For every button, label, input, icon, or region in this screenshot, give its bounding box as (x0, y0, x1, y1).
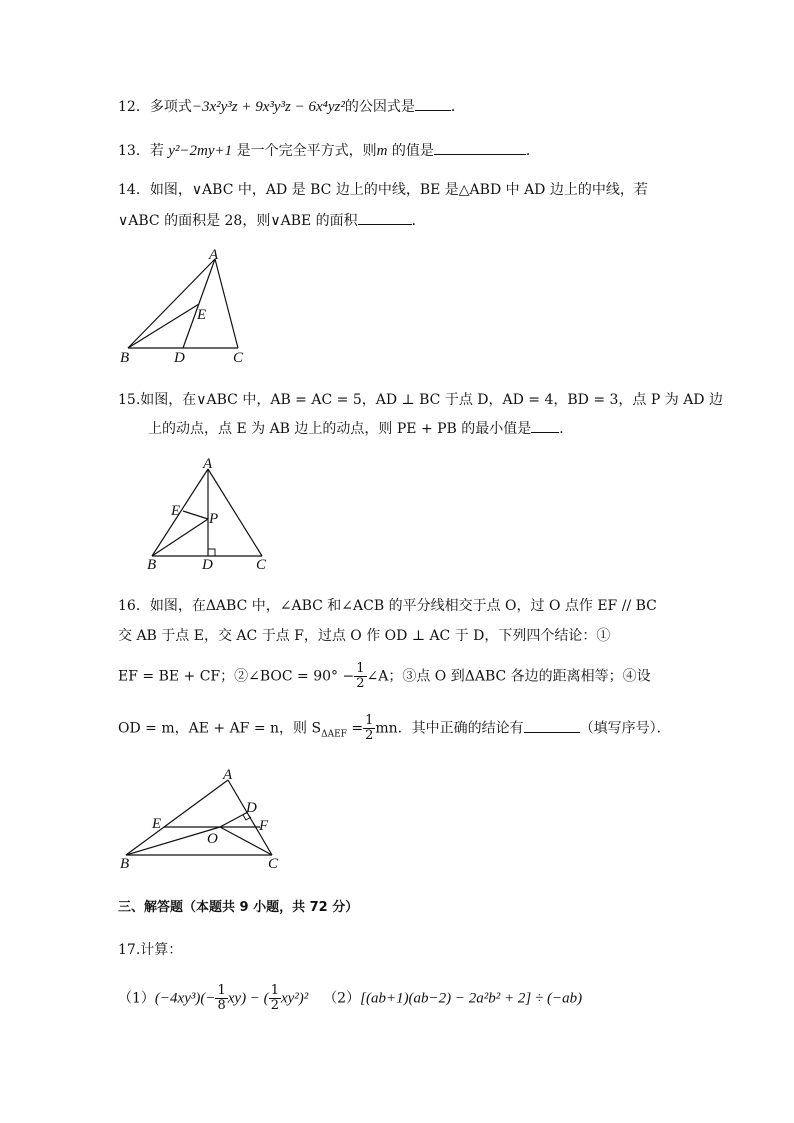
question-text: mn．其中正确的结论有 (375, 720, 524, 737)
question-16-line-4 (118, 714, 671, 744)
figure-15-triangle (138, 455, 283, 575)
polynomial-expression: −3x²y³z + 9x³y³z − 6x⁴yz² (191, 99, 345, 115)
part-number: （1） (118, 990, 155, 1007)
part-number: （2） (323, 990, 361, 1007)
figure-16-triangle (112, 762, 292, 872)
question-text: ∠A；③点 O 到ΔABC 各边的距离相等；④设 (366, 668, 651, 685)
question-14-line-2 (118, 210, 426, 231)
question-text: 上的动点，点 E 为 AB 边上的动点，则 PE + PB 的最小值是 (148, 421, 532, 437)
question-17-title: 17.计算： (118, 942, 183, 958)
label-E: E (152, 816, 162, 832)
question-text: 若 (149, 143, 169, 159)
question-text: ． (525, 143, 540, 159)
label-A: A (223, 767, 233, 783)
section-heading: 三、解答题（本题共 9 小题，共 72 分） (118, 900, 359, 915)
question-text: = (346, 720, 364, 737)
fraction-one-half: $\frac{1}{2}$ (365, 713, 374, 743)
question-text: EF = BE + CF；②∠BOC = 90° − (118, 668, 355, 685)
answer-blank (358, 210, 412, 225)
question-16-line-1: 16．如图，在ΔABC 中，∠ABC 和∠ACB 的平分线相交于点 O，过 O 点作 EF // BC (118, 598, 657, 614)
label-D: D (246, 800, 257, 816)
expression: xy²)² (280, 990, 309, 1007)
label-C: C (268, 856, 279, 872)
label-E: E (197, 307, 207, 323)
question-number: 12． (118, 99, 150, 115)
answer-blank (531, 418, 559, 433)
label-B: B (120, 856, 130, 872)
expression: (−4xy³)(− (154, 990, 216, 1007)
question-text: （填写序号）． (579, 720, 671, 737)
question-text: 是一个完全平方式，则 (232, 143, 377, 159)
fraction-one-half: $\frac{1}{2}$ (270, 983, 279, 1013)
label-A: A (203, 456, 213, 472)
answer-blank (434, 140, 526, 155)
question-text: 的值是 (387, 143, 434, 159)
answer-blank (524, 718, 580, 733)
fraction-one-eighth: $\frac{1}{8}$ (217, 983, 226, 1013)
label-C: C (256, 557, 267, 573)
quadratic-expression: y²−2my+1 (168, 143, 233, 159)
variable: m (376, 143, 388, 159)
question-14-line-1: 14．如图，∨ABC 中，AD 是 BC 边上的中线，BE 是△ABD 中 AD 边上的中线，若 (118, 182, 648, 198)
fraction-one-half: $\frac{1}{2}$ (356, 661, 365, 691)
label-O: O (207, 831, 218, 847)
question-number: 13． (118, 143, 150, 159)
question-17-parts (118, 984, 582, 1013)
label-B: B (147, 557, 157, 573)
question-text: ． (559, 421, 574, 437)
figure-14-triangle (110, 245, 270, 370)
label-P: P (209, 511, 219, 527)
question-12 (118, 96, 465, 117)
question-text: ∨ABC 的面积是 28，则∨ABE 的面积 (118, 213, 358, 229)
question-text: ． (450, 99, 465, 115)
label-A: A (209, 247, 219, 263)
question-13 (118, 140, 540, 161)
label-D: D (202, 557, 213, 573)
area-subscript: ΔAEF (321, 729, 347, 740)
question-16-line-3 (118, 662, 651, 691)
question-15-line-1: 15.如图，在∨ABC 中，AB = AC = 5，AD ⊥ BC 于点 D，AD = 4，BD = 3，点 P 为 AD 边 (118, 392, 723, 408)
question-16-line-2: 交 AB 于点 E，交 AC 于点 F，过点 O 作 OD ⊥ AC 于 D，下列四个结论：① (118, 628, 611, 644)
question-text: ． (411, 213, 426, 229)
question-text: 的公因式是 (344, 99, 415, 115)
question-text: OD = m，AE + AF = n，则 S (118, 720, 322, 737)
label-B: B (120, 350, 130, 366)
question-15-line-2 (148, 418, 573, 439)
label-D: D (174, 350, 185, 366)
question-text: 多项式 (149, 99, 192, 115)
answer-blank (415, 96, 451, 111)
expression: xy) − ( (227, 990, 269, 1007)
label-F: F (259, 818, 269, 834)
label-C: C (233, 350, 244, 366)
label-E: E (171, 503, 181, 519)
expression: [(ab+1)(ab−2) − 2a²b² + 2] ÷ (−ab) (360, 990, 583, 1007)
